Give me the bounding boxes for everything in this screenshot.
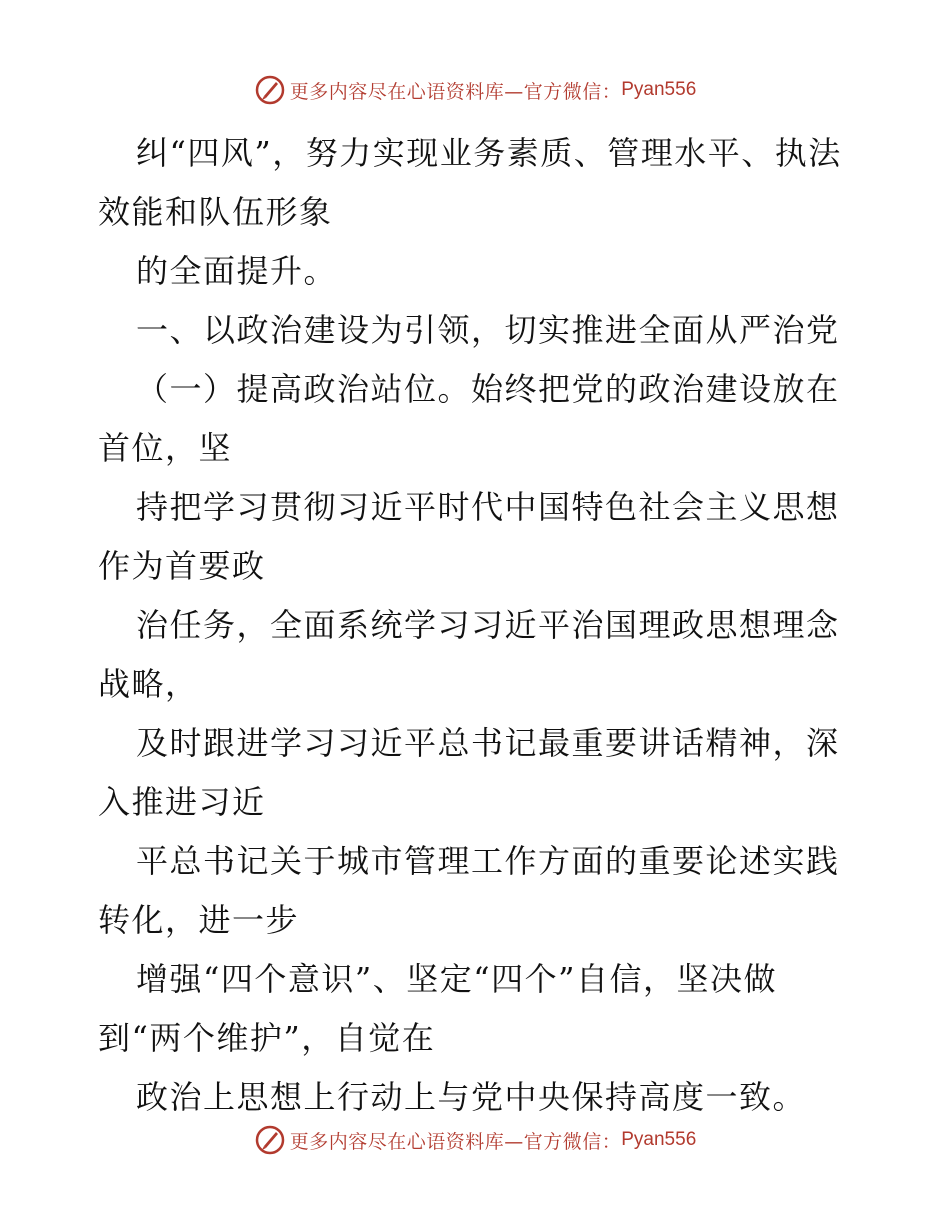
header-watermark — [0, 70, 950, 110]
paragraph-line: 的全面提升。 — [136, 252, 338, 290]
paragraph-line: （一）提高政治站位。始终把党的政治建设放在首位，坚 — [98, 370, 840, 467]
paragraph-line: 平总书记关于城市管理工作方面的重要论述实践转化，进一步 — [98, 842, 840, 939]
paragraph-line: 治任务，全面系统学习习近平治国理政思想理念战略， — [98, 606, 840, 703]
quill-logo-icon — [254, 74, 286, 106]
watermark-wechat-id: Pyan556 — [621, 79, 697, 100]
paragraph-line: 及时跟进学习习近平总书记最重要讲话精神，深入推进习近 — [98, 724, 840, 821]
paragraph-line: 增强“四个意识”、坚定“四个”自信，坚决做到“两个维护”，自觉在 — [98, 960, 777, 1057]
watermark-wechat-id: Pyan556 — [621, 1129, 697, 1150]
quill-logo-icon — [254, 1124, 286, 1156]
paragraph-line: 持把学习贯彻习近平时代中国特色社会主义思想作为首要政 — [98, 488, 840, 585]
watermark-brand-text: 更多内容尽在心语资料库—官方微信： — [289, 80, 622, 103]
section-heading: 一、以政治建设为引领，切实推进全面从严治党 — [136, 311, 840, 349]
paragraph-line: 政治上思想上行动上与党中央保持高度一致。 — [136, 1078, 807, 1116]
paragraph-line: 纠“四风”，努力实现业务素质、管理水平、执法效能和队伍形象 — [98, 134, 842, 231]
document-body — [98, 124, 858, 1127]
watermark-brand-text: 更多内容尽在心语资料库—官方微信： — [289, 1130, 622, 1153]
footer-watermark — [0, 1120, 950, 1160]
